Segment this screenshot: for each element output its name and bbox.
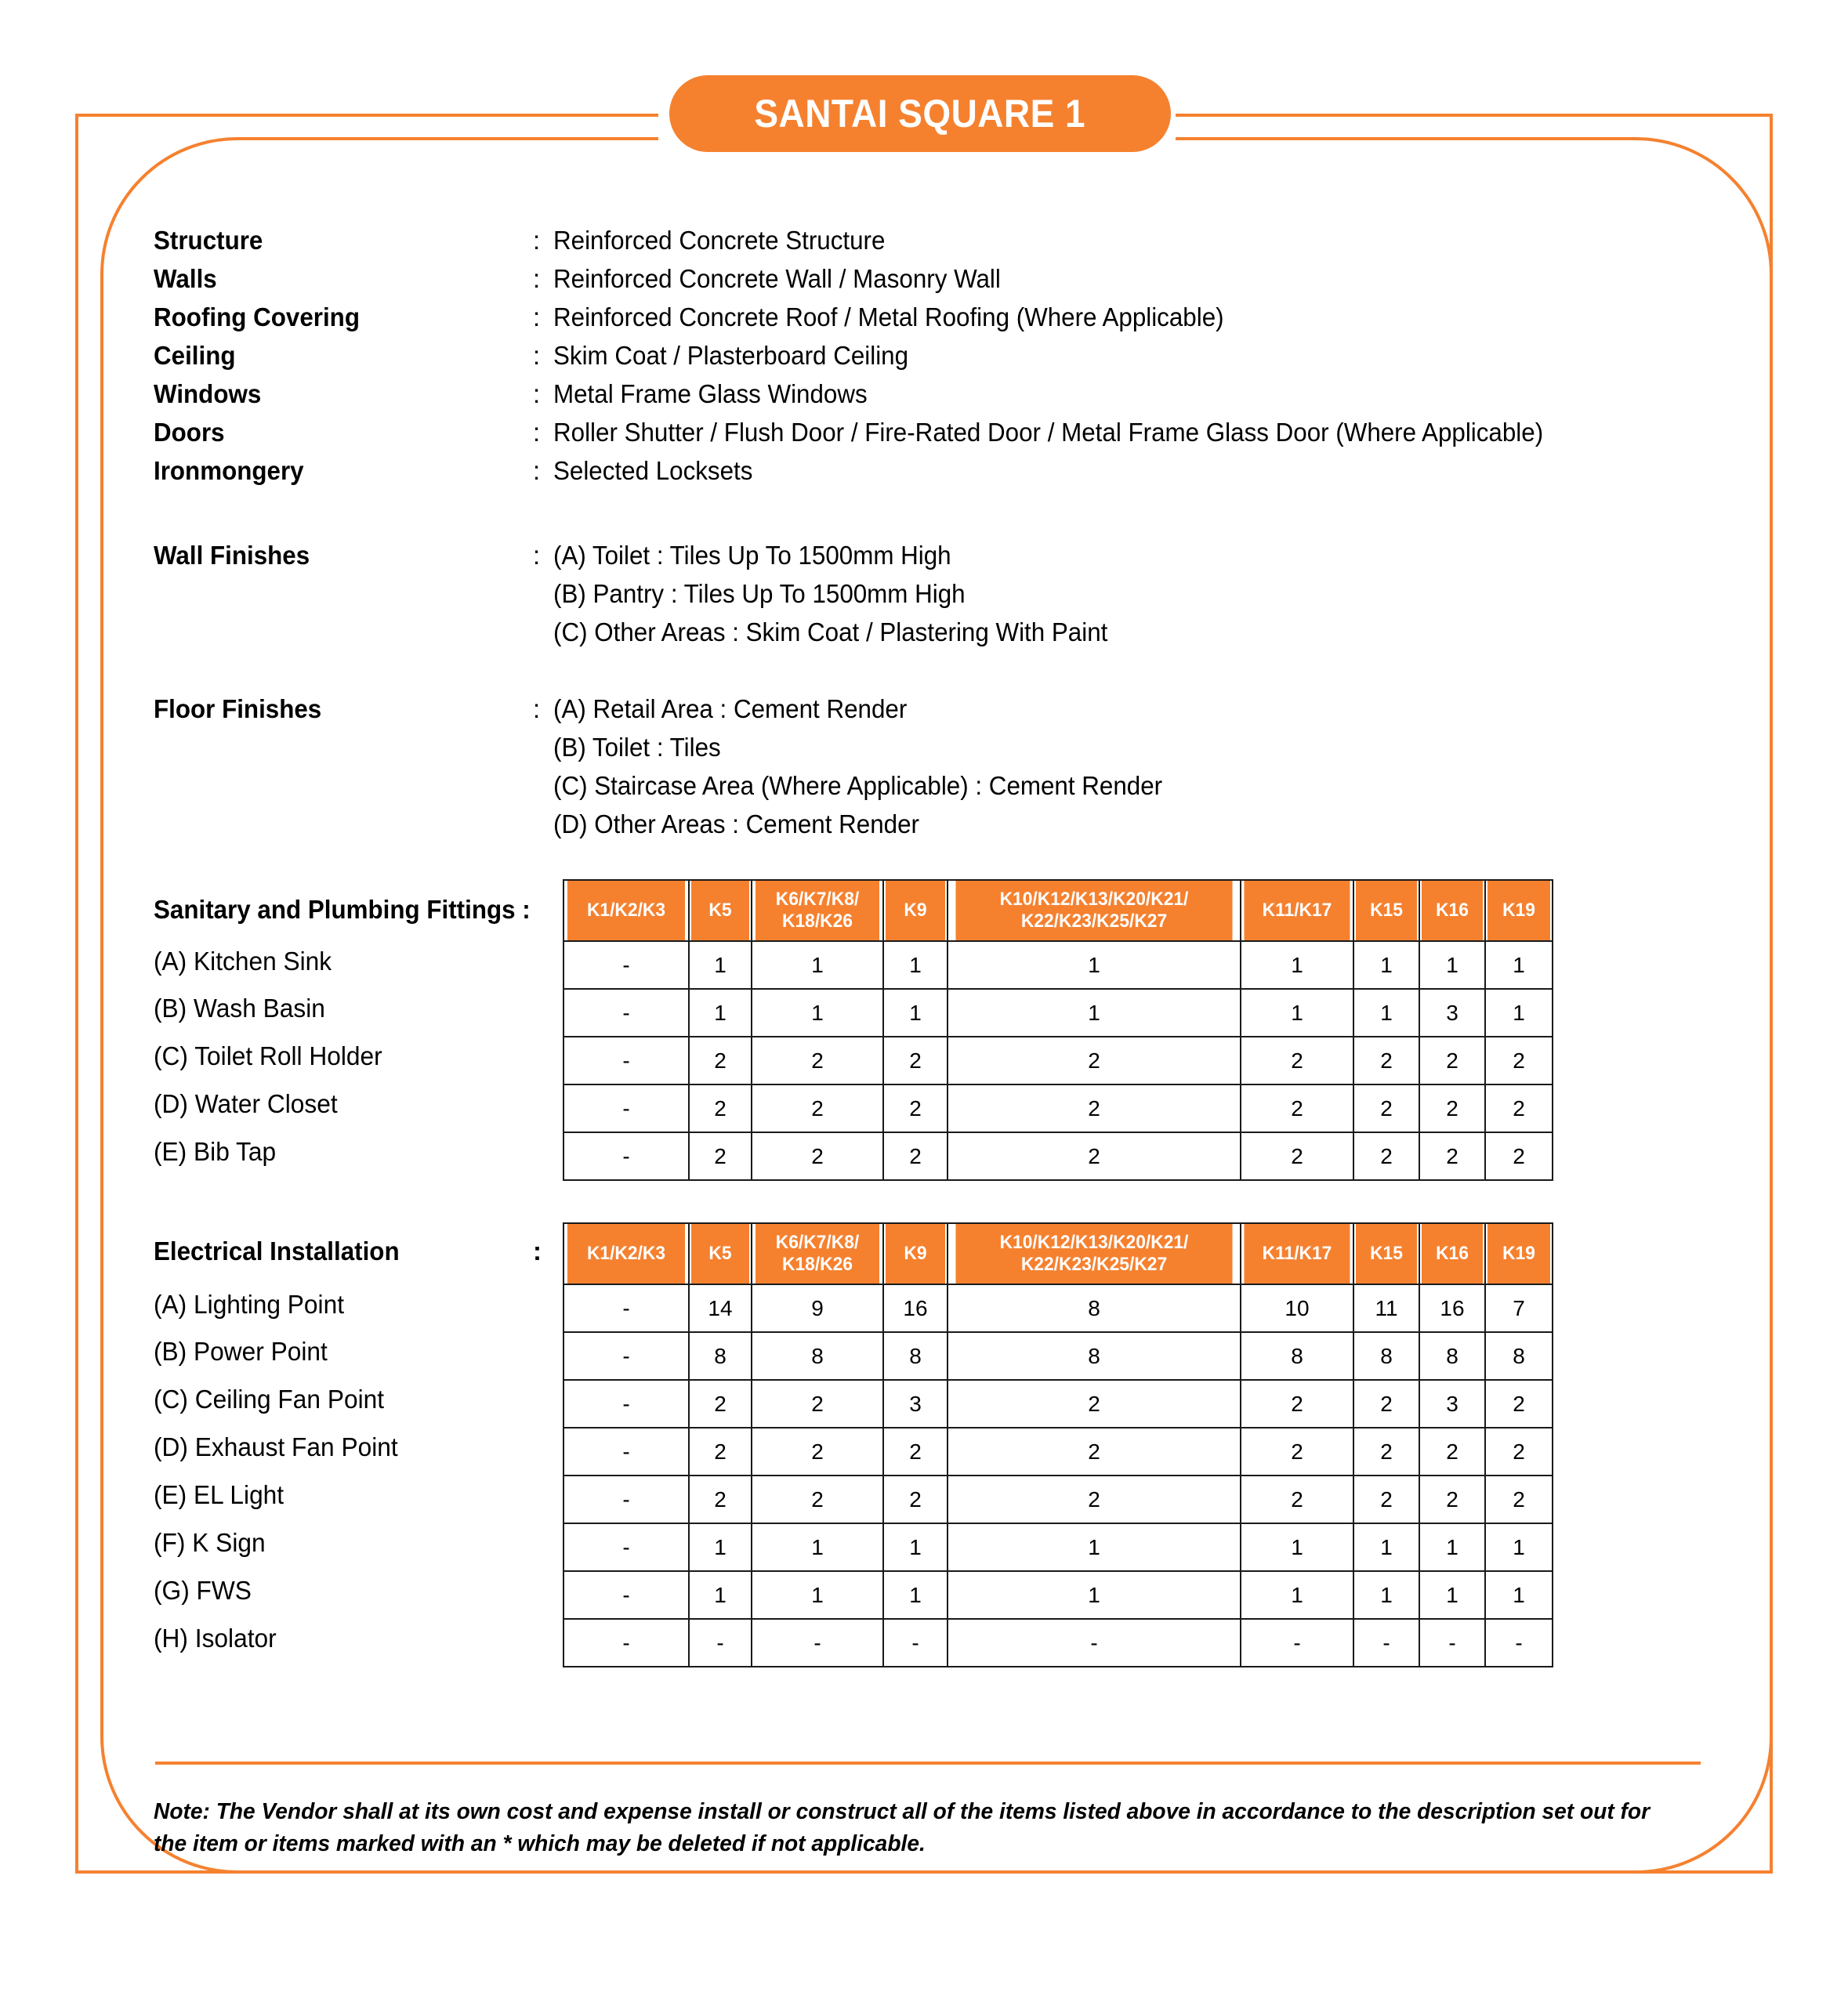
table-cell: 1	[1241, 1571, 1353, 1619]
table-cell: 1	[1353, 1571, 1419, 1619]
table-row	[563, 1428, 1553, 1476]
spec-value: Metal Frame Glass Windows	[553, 379, 868, 408]
table-cell: 16	[883, 1284, 948, 1332]
electrical-col-header: K5	[690, 1223, 750, 1284]
table-cell: 1	[1419, 1571, 1485, 1619]
table-cell: 2	[1419, 1084, 1485, 1132]
table-cell: 1	[1485, 1571, 1553, 1619]
table-cell: 2	[1353, 1476, 1419, 1523]
floor-finishes-line: (A) Retail Area : Cement Render	[553, 694, 908, 723]
table-cell: 2	[1241, 1476, 1353, 1523]
spec-row-ironmongery	[154, 456, 1705, 494]
table-cell: 8	[1353, 1332, 1419, 1380]
table-cell: 1	[1353, 989, 1419, 1037]
table-cell: 1	[1485, 1523, 1553, 1571]
table-row	[563, 1523, 1553, 1571]
table-cell: 2	[752, 1428, 883, 1476]
electrical-header-row	[563, 1223, 1553, 1284]
table-cell: 8	[883, 1332, 948, 1380]
electrical-col-header: K19	[1487, 1223, 1551, 1284]
table-cell: 1	[1241, 1523, 1353, 1571]
page-title: SANTAI SQUARE 1	[754, 92, 1086, 136]
spec-colon: :	[533, 264, 541, 293]
table-cell: 1	[1241, 941, 1353, 989]
electrical-col-header: K15	[1355, 1223, 1418, 1284]
electrical-row-label: (A) Lighting Point	[154, 1290, 345, 1319]
spec-value: Skim Coat / Plasterboard Ceiling	[553, 341, 909, 370]
table-cell: -	[563, 1523, 689, 1571]
table-cell: 8	[948, 1332, 1241, 1380]
table-cell: 2	[1241, 1037, 1353, 1084]
electrical-col-header: K1/K2/K3	[567, 1223, 686, 1284]
sanitary-col-header: K16	[1421, 880, 1484, 941]
wall-finishes-line: (C) Other Areas : Skim Coat / Plastering With Paint	[553, 617, 1108, 646]
sanitary-col-header: K10/K12/K13/K20/K21/ K22/K23/K25/K27	[955, 880, 1233, 941]
table-cell: 2	[1485, 1084, 1553, 1132]
sanitary-col-header: K9	[885, 880, 946, 941]
sanitary-row-label: (D) Water Closet	[154, 1089, 338, 1118]
table-cell: 2	[752, 1084, 883, 1132]
table-row	[563, 1571, 1553, 1619]
table-cell: 1	[1485, 989, 1553, 1037]
table-cell: 8	[948, 1284, 1241, 1332]
spec-label: Walls	[154, 264, 217, 293]
table-cell: 2	[752, 1476, 883, 1523]
spec-value: Reinforced Concrete Roof / Metal Roofing (Where Applicable)	[553, 302, 1224, 331]
table-cell: 8	[1485, 1332, 1553, 1380]
table-cell: 2	[1485, 1037, 1553, 1084]
floor-finishes-line: (C) Staircase Area (Where Applicable) : Cement Render	[553, 771, 1163, 800]
table-cell: -	[1419, 1619, 1485, 1667]
spec-row-roofing-covering	[154, 302, 1705, 341]
electrical-row-label: (E) EL Light	[154, 1480, 284, 1509]
footer-divider	[155, 1762, 1701, 1765]
electrical-section-colon: :	[533, 1237, 542, 1266]
table-cell: 2	[1419, 1037, 1485, 1084]
table-cell: 1	[1419, 1523, 1485, 1571]
electrical-row-label: (G) FWS	[154, 1576, 252, 1605]
table-cell: 2	[689, 1084, 752, 1132]
spec-row-ceiling	[154, 341, 1705, 379]
sanitary-col-header: K6/K7/K8/ K18/K26	[755, 880, 880, 941]
table-cell: -	[752, 1619, 883, 1667]
table-cell: 1	[689, 1571, 752, 1619]
table-row	[563, 1132, 1553, 1180]
spec-colon: :	[533, 379, 541, 408]
table-cell: -	[563, 1476, 689, 1523]
spec-value: Roller Shutter / Flush Door / Fire-Rated Door / Metal Frame Glass Door (Where Applicable)	[553, 418, 1544, 447]
wall-finishes-line: (A) Toilet : Tiles Up To 1500mm High	[553, 541, 951, 570]
table-cell: 16	[1419, 1284, 1485, 1332]
table-cell: 2	[883, 1428, 948, 1476]
spec-colon: :	[533, 302, 541, 331]
table-cell: 2	[689, 1428, 752, 1476]
table-cell: 2	[1485, 1132, 1553, 1180]
spec-row-structure	[154, 226, 1705, 264]
table-cell: -	[563, 1037, 689, 1084]
sanitary-col-header: K1/K2/K3	[567, 880, 686, 941]
sanitary-row-label: (C) Toilet Roll Holder	[154, 1041, 382, 1070]
table-cell: -	[563, 1380, 689, 1428]
sanitary-header-row	[563, 880, 1553, 941]
table-cell: 1	[883, 941, 948, 989]
table-cell: -	[563, 941, 689, 989]
table-cell: 2	[1353, 1037, 1419, 1084]
table-cell: 2	[948, 1428, 1241, 1476]
table-cell: 2	[1353, 1380, 1419, 1428]
table-row	[563, 1380, 1553, 1428]
spec-value: Reinforced Concrete Wall / Masonry Wall	[553, 264, 1001, 293]
table-row	[563, 1332, 1553, 1380]
table-cell: 10	[1241, 1284, 1353, 1332]
table-cell: 2	[752, 1380, 883, 1428]
electrical-installation-table	[563, 1222, 1553, 1667]
spec-value: Reinforced Concrete Structure	[553, 226, 886, 255]
table-cell: -	[948, 1619, 1241, 1667]
table-cell: 2	[1241, 1084, 1353, 1132]
table-row	[563, 1476, 1553, 1523]
table-cell: 2	[1241, 1428, 1353, 1476]
table-cell: -	[883, 1619, 948, 1667]
table-cell: 2	[883, 1037, 948, 1084]
table-cell: 2	[752, 1037, 883, 1084]
table-cell: 1	[752, 1571, 883, 1619]
spec-colon: :	[533, 418, 541, 447]
spec-label: Doors	[154, 418, 225, 447]
table-row	[563, 941, 1553, 989]
floor-finishes-label: Floor Finishes	[154, 694, 322, 723]
spec-label: Roofing Covering	[154, 302, 360, 331]
table-cell: 9	[752, 1284, 883, 1332]
table-cell: 3	[1419, 989, 1485, 1037]
table-cell: 1	[1241, 989, 1353, 1037]
table-cell: -	[1353, 1619, 1419, 1667]
floor-finishes-line: (D) Other Areas : Cement Render	[553, 809, 919, 838]
table-cell: 2	[1419, 1132, 1485, 1180]
table-cell: 2	[948, 1380, 1241, 1428]
table-cell: 1	[689, 1523, 752, 1571]
electrical-row-label: (D) Exhaust Fan Point	[154, 1432, 398, 1461]
table-row	[563, 989, 1553, 1037]
electrical-section-title: Electrical Installation	[154, 1237, 400, 1266]
floor-finishes-colon: :	[533, 694, 541, 723]
sanitary-col-header: K11/K17	[1244, 880, 1351, 941]
table-cell: 2	[689, 1132, 752, 1180]
table-cell: 2	[883, 1476, 948, 1523]
sanitary-col-header: K15	[1355, 880, 1418, 941]
electrical-col-header: K10/K12/K13/K20/K21/ K22/K23/K25/K27	[955, 1223, 1233, 1284]
table-cell: 14	[689, 1284, 752, 1332]
sanitary-section-title: Sanitary and Plumbing Fittings :	[154, 895, 531, 924]
sanitary-row-label: (E) Bib Tap	[154, 1137, 277, 1166]
table-cell: 1	[752, 941, 883, 989]
table-cell: -	[563, 1571, 689, 1619]
table-cell: 1	[689, 941, 752, 989]
electrical-row-label-list	[154, 1290, 545, 1671]
sanitary-fittings-table	[563, 879, 1553, 1181]
table-cell: 2	[1485, 1476, 1553, 1523]
table-cell: 2	[1241, 1132, 1353, 1180]
table-cell: -	[563, 1428, 689, 1476]
table-cell: 1	[1353, 1523, 1419, 1571]
table-cell: 1	[883, 1571, 948, 1619]
table-cell: 2	[1241, 1380, 1353, 1428]
electrical-col-header: K16	[1421, 1223, 1484, 1284]
table-cell: 3	[1419, 1380, 1485, 1428]
wall-finishes-label: Wall Finishes	[154, 541, 310, 570]
table-cell: 2	[948, 1084, 1241, 1132]
table-cell: 2	[883, 1132, 948, 1180]
spec-label: Ironmongery	[154, 456, 304, 485]
spec-label: Windows	[154, 379, 262, 408]
table-cell: -	[563, 1132, 689, 1180]
table-cell: 2	[1353, 1132, 1419, 1180]
electrical-col-header: K11/K17	[1244, 1223, 1351, 1284]
table-cell: -	[1485, 1619, 1553, 1667]
table-row	[563, 1037, 1553, 1084]
table-cell: 2	[689, 1476, 752, 1523]
sanitary-col-header: K19	[1487, 880, 1551, 941]
spec-value: Selected Locksets	[553, 456, 753, 485]
table-cell: -	[689, 1619, 752, 1667]
table-cell: 2	[752, 1132, 883, 1180]
table-cell: 2	[1485, 1428, 1553, 1476]
table-row	[563, 1084, 1553, 1132]
table-cell: -	[563, 1619, 689, 1667]
table-cell: 2	[689, 1380, 752, 1428]
table-cell: 1	[689, 989, 752, 1037]
electrical-row-label: (C) Ceiling Fan Point	[154, 1385, 385, 1414]
electrical-col-header: K9	[885, 1223, 946, 1284]
table-cell: 11	[1353, 1284, 1419, 1332]
wall-finishes-line: (B) Pantry : Tiles Up To 1500mm High	[553, 579, 966, 608]
table-cell: 1	[883, 1523, 948, 1571]
table-cell: 1	[1419, 941, 1485, 989]
sanitary-row-label-list	[154, 947, 545, 1185]
electrical-row-label: (H) Isolator	[154, 1624, 277, 1653]
table-cell: -	[563, 1332, 689, 1380]
table-cell: 2	[948, 1476, 1241, 1523]
spec-colon: :	[533, 456, 541, 485]
table-cell: 1	[948, 989, 1241, 1037]
table-cell: 8	[1419, 1332, 1485, 1380]
page-title-badge	[669, 75, 1171, 152]
sanitary-row-label: (B) Wash Basin	[154, 994, 325, 1023]
table-cell: 1	[1353, 941, 1419, 989]
electrical-row-label: (F) K Sign	[154, 1528, 266, 1557]
table-cell: 2	[1353, 1084, 1419, 1132]
table-cell: 1	[948, 1523, 1241, 1571]
spec-row-walls	[154, 264, 1705, 302]
table-cell: 8	[752, 1332, 883, 1380]
table-cell: 3	[883, 1380, 948, 1428]
table-cell: 2	[689, 1037, 752, 1084]
wall-finishes-colon: :	[533, 541, 541, 570]
table-cell: 1	[752, 1523, 883, 1571]
table-cell: 7	[1485, 1284, 1553, 1332]
table-cell: 1	[948, 1571, 1241, 1619]
table-row	[563, 1284, 1553, 1332]
spec-label: Ceiling	[154, 341, 236, 370]
table-row	[563, 1619, 1553, 1667]
table-cell: -	[563, 1284, 689, 1332]
floor-finishes-line: (B) Toilet : Tiles	[553, 733, 721, 762]
table-cell: 2	[1419, 1428, 1485, 1476]
footer-note: Note: The Vendor shall at its own cost and expense install or construct all of the items listed above in accordance to the description set out for the item or items marked with an * which may be deleted if not applicable.	[154, 1799, 1651, 1857]
table-cell: -	[563, 989, 689, 1037]
table-cell: 2	[1353, 1428, 1419, 1476]
table-cell: 1	[948, 941, 1241, 989]
table-cell: 2	[1485, 1380, 1553, 1428]
wall-finishes-group	[154, 541, 1705, 656]
table-cell: -	[563, 1084, 689, 1132]
sanitary-col-header: K5	[690, 880, 750, 941]
table-cell: 2	[883, 1084, 948, 1132]
table-cell: 8	[689, 1332, 752, 1380]
table-cell: 2	[1419, 1476, 1485, 1523]
spec-row-doors	[154, 418, 1705, 456]
floor-finishes-group	[154, 694, 1705, 848]
spec-label: Structure	[154, 226, 263, 255]
spec-row-windows	[154, 379, 1705, 418]
table-cell: 2	[948, 1037, 1241, 1084]
electrical-row-label: (B) Power Point	[154, 1337, 328, 1366]
spec-colon: :	[533, 226, 541, 255]
electrical-col-header: K6/K7/K8/ K18/K26	[755, 1223, 880, 1284]
table-cell: 2	[948, 1132, 1241, 1180]
table-cell: -	[1241, 1619, 1353, 1667]
table-cell: 1	[1485, 941, 1553, 989]
specification-list	[154, 226, 1705, 494]
spec-colon: :	[533, 341, 541, 370]
table-cell: 8	[1241, 1332, 1353, 1380]
table-cell: 1	[883, 989, 948, 1037]
table-cell: 1	[752, 989, 883, 1037]
sanitary-row-label: (A) Kitchen Sink	[154, 947, 332, 976]
